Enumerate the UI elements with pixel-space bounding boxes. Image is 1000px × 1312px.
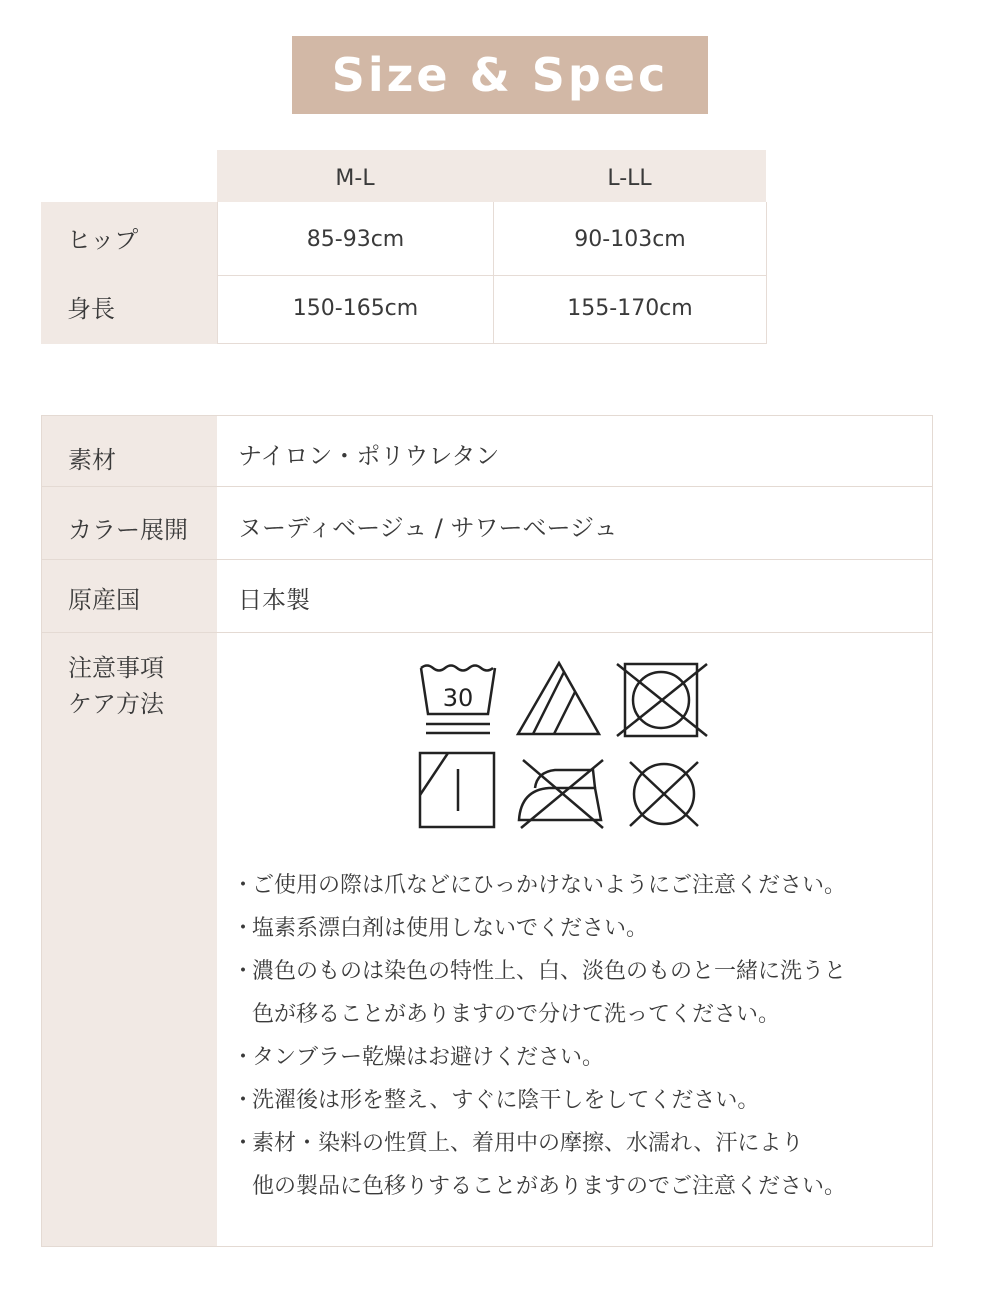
no-dry-clean-icon: [626, 758, 702, 830]
bullet: ・: [232, 1088, 255, 1113]
spec-table: [41, 415, 933, 1247]
care-label: [68, 650, 164, 722]
size-row-label-height: 身長: [41, 275, 217, 344]
row-divider: [42, 632, 932, 633]
page-title: Size & Spec: [331, 48, 669, 102]
size-table-header: [217, 150, 766, 202]
bleach-non-chlorine-icon: [515, 660, 603, 738]
material-label: 素材: [68, 446, 116, 474]
wash-30-gentle-icon: [418, 662, 500, 738]
no-tumble-dry-icon: [615, 660, 709, 740]
care-note: ・素材・染料の性質上、着用中の摩擦、水濡れ、汗により 他の製品に色移りすることがありますのでご注意ください。: [232, 1122, 912, 1208]
care-note: ・ご使用の際は爪などにひっかけないようにご注意ください。: [232, 864, 912, 907]
colors-value: ヌーディベージュ / サワーベージュ: [238, 514, 618, 542]
care-label-line1: 注意事項: [68, 654, 164, 682]
care-notes: [232, 864, 912, 1208]
bullet: ・: [232, 1131, 255, 1156]
size-column-m-l: M-L: [335, 166, 375, 191]
size-cell-height-m-l: 150-165cm: [217, 276, 494, 344]
svg-text:30: 30: [442, 684, 474, 712]
row-divider: [42, 486, 932, 487]
colors-label: カラー展開: [68, 516, 188, 544]
size-row-label-hip: ヒップ: [41, 202, 217, 275]
bullet: ・: [232, 959, 255, 984]
bullet: ・: [232, 1045, 255, 1070]
care-note: ・塩素系漂白剤は使用しないでください。: [232, 907, 912, 950]
no-iron-icon: [515, 758, 609, 830]
size-column-l-ll: L-LL: [607, 166, 652, 191]
care-label-line2: ケア方法: [68, 690, 164, 718]
title-banner: [292, 36, 708, 114]
care-note: ・洗濯後は形を整え、すぐに陰干しをしてください。: [232, 1079, 912, 1122]
size-cell-hip-l-ll: 90-103cm: [494, 202, 767, 276]
size-cell-height-l-ll: 155-170cm: [494, 276, 767, 344]
bullet: ・: [232, 916, 255, 941]
origin-label: 原産国: [68, 586, 140, 614]
bullet: ・: [232, 873, 255, 898]
care-note: ・タンブラー乾燥はお避けください。: [232, 1036, 912, 1079]
row-divider: [42, 559, 932, 560]
drip-dry-shade-icon: [418, 751, 496, 829]
material-value: ナイロン・ポリウレタン: [238, 442, 500, 470]
origin-value: 日本製: [238, 586, 310, 614]
size-cell-hip-m-l: 85-93cm: [217, 202, 494, 276]
care-note: ・濃色のものは染色の特性上、白、淡色のものと一緒に洗うと 色が移ることがありますので分けて洗ってください。: [232, 950, 912, 1036]
